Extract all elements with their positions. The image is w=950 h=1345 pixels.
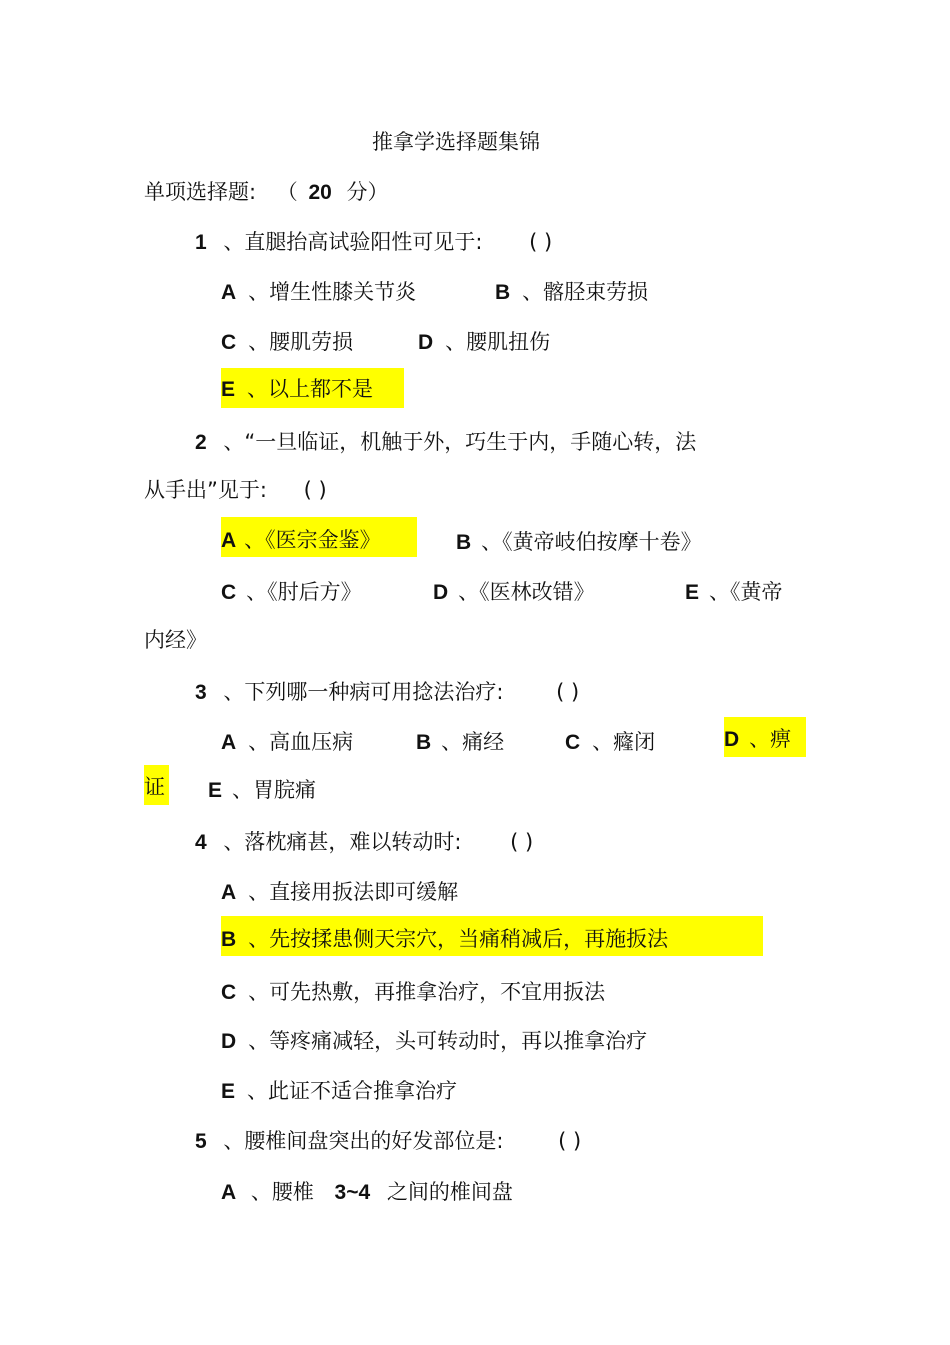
option-3d-highlighted (724, 717, 806, 757)
question-stem: 、直腿抬高试验阳性可见于: (223, 230, 483, 254)
option-2a-highlighted (221, 517, 417, 557)
question-stem: 、下列哪一种病可用捻法治疗: (223, 680, 504, 704)
option-text: 、髂胫束劳损 (522, 280, 649, 304)
question-number: 3 (195, 681, 207, 704)
section-points: 20 (308, 181, 332, 204)
option-1b (495, 272, 648, 312)
option-3e (208, 770, 316, 810)
option-letter: D (221, 1030, 237, 1053)
answer-blank: ( ) (558, 1129, 582, 1153)
question-stem: 、落枕痛甚，难以转动时: (223, 830, 462, 854)
option-3c (565, 722, 655, 762)
option-4e (221, 1071, 457, 1111)
option-letter: A (221, 281, 237, 304)
option-text: 、胃脘痛 (232, 778, 317, 802)
option-text: 、《医宗金鉴》 (244, 528, 381, 552)
section-paren-close: 分） (346, 180, 389, 204)
option-2e (685, 572, 783, 612)
option-4d (221, 1021, 647, 1061)
question-2 (195, 422, 696, 462)
option-text-continued: 之间的椎间盘 (386, 1180, 513, 1204)
answer-blank: ( ) (529, 230, 553, 254)
option-4c (221, 972, 605, 1012)
option-3d-continued-highlighted: 证 (144, 765, 169, 805)
option-letter: E (208, 779, 223, 802)
option-3b (416, 722, 504, 762)
question-5 (195, 1121, 581, 1161)
question-stem: 、腰椎间盘突出的好发部位是: (223, 1129, 504, 1153)
option-text: 、等疼痛减轻，头可转动时，再以推拿治疗 (248, 1029, 648, 1053)
option-text: 、腰肌扭伤 (445, 330, 551, 354)
option-letter: C (221, 581, 237, 604)
option-text: 、《黄帝 (709, 580, 783, 604)
option-1a (221, 272, 416, 312)
option-letter: E (685, 581, 700, 604)
option-2e-continued: 内经》 (144, 628, 207, 652)
section-paren-open: （ (276, 180, 298, 204)
vertebra-range: 3~4 (334, 1181, 371, 1204)
answer-blank: ( ) (556, 680, 580, 704)
section-label: 单项选择题: (144, 180, 257, 204)
option-letter: A (221, 1181, 237, 1204)
question-number: 1 (195, 231, 207, 254)
option-4a (221, 872, 458, 912)
option-3a (221, 722, 353, 762)
option-text: 、高血压病 (248, 730, 354, 754)
option-2c (221, 572, 362, 612)
question-stem: 、“一旦临证，机触于外，巧生于内，手随心转，法 (223, 430, 697, 454)
option-5a (221, 1172, 513, 1212)
question-number: 5 (195, 1130, 207, 1153)
document-title: 推拿学选择题集锦 (372, 130, 540, 154)
option-letter: C (221, 331, 237, 354)
option-text: 、痛经 (441, 730, 505, 754)
option-letter: E (221, 378, 236, 401)
option-letter: B (456, 531, 472, 554)
option-text: 、《肘后方》 (246, 580, 362, 604)
option-text: 、腰椎 (250, 1180, 314, 1204)
option-text: 、增生性膝关节炎 (248, 280, 417, 304)
answer-blank: ( ) (510, 830, 534, 854)
option-letter: C (221, 981, 237, 1004)
option-text: 、直接用扳法即可缓解 (248, 880, 459, 904)
option-text: 、此证不适合推拿治疗 (247, 1079, 458, 1103)
option-letter: A (221, 529, 237, 552)
option-1d (418, 322, 550, 362)
option-text: 、可先热敷，再推拿治疗，不宜用扳法 (248, 980, 606, 1004)
option-letter: B (495, 281, 511, 304)
option-text: 、以上都不是 (247, 377, 374, 401)
option-text: 、先按揉患侧天宗穴，当痛稍减后，再施扳法 (248, 927, 669, 951)
option-letter: E (221, 1080, 236, 1103)
option-letter: B (221, 928, 237, 951)
option-text: 、痹 (749, 727, 792, 751)
option-2d (433, 572, 595, 612)
question-number: 2 (195, 431, 207, 454)
option-letter: C (565, 731, 581, 754)
question-2-continued (144, 470, 327, 510)
option-letter: B (416, 731, 432, 754)
option-4b-highlighted (221, 916, 763, 956)
option-letter: D (433, 581, 449, 604)
option-text: 、腰肌劳损 (248, 330, 354, 354)
option-1e-highlighted (221, 368, 404, 408)
option-letter: A (221, 731, 237, 754)
answer-blank: ( ) (303, 478, 327, 502)
question-3 (195, 672, 579, 712)
option-text: 、《黄帝岐伯按摩十卷》 (481, 530, 702, 554)
question-4 (195, 822, 533, 862)
option-letter: D (418, 331, 434, 354)
option-letter: A (221, 881, 237, 904)
question-stem-continued: 从手出”见于: (144, 478, 267, 502)
option-text: 、《医林改错》 (458, 580, 595, 604)
option-text: 、癃闭 (592, 730, 656, 754)
option-letter: D (724, 728, 740, 751)
question-1 (195, 222, 552, 262)
question-number: 4 (195, 831, 207, 854)
section-heading (144, 172, 389, 212)
option-2b (456, 522, 702, 562)
option-1c (221, 322, 353, 362)
